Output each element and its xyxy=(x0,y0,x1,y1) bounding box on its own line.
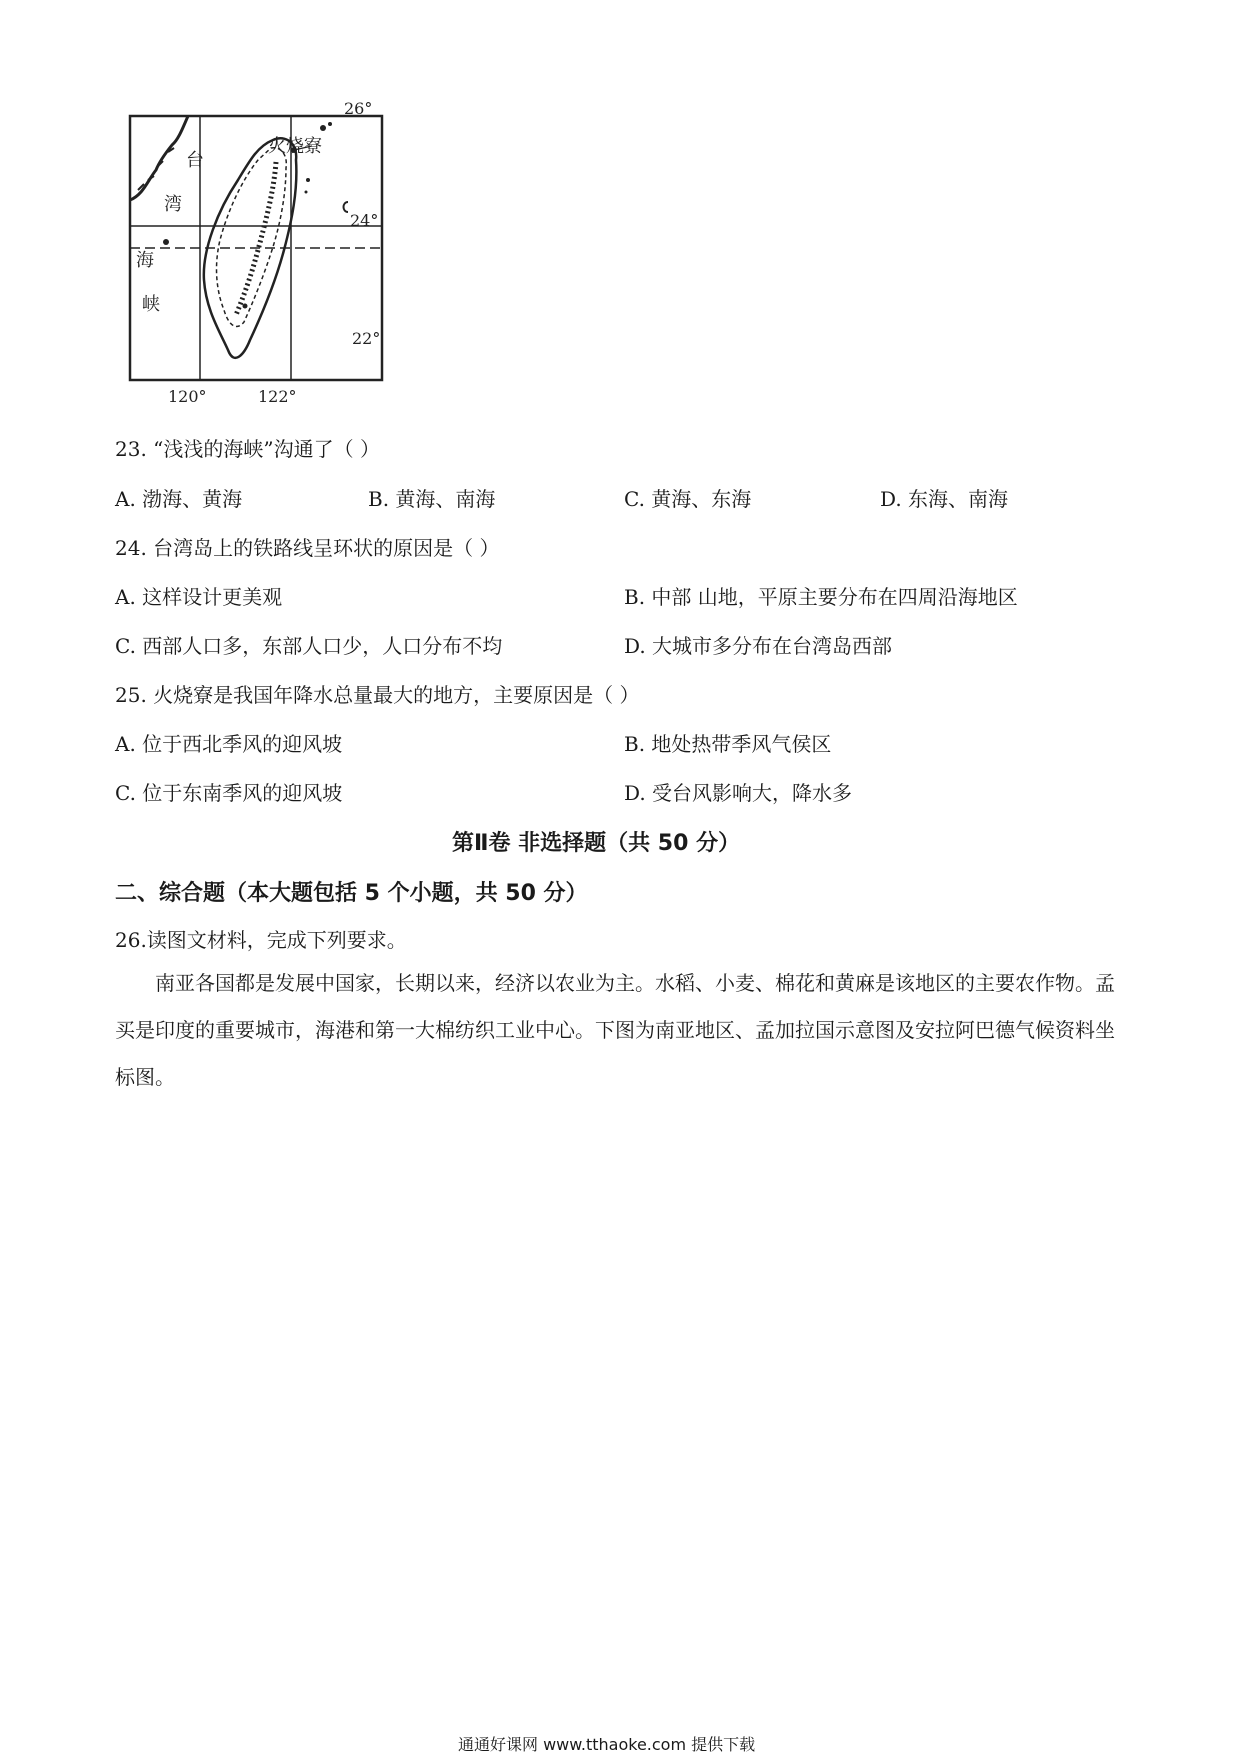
question-23-option-d: D. 东海、南海 xyxy=(880,487,1009,511)
question-25-option-c: C. 位于东南季风的迎风坡 xyxy=(115,781,343,805)
page-footer: 通通好课网 www.tthaoke.com 提供下载 xyxy=(458,1735,756,1754)
lat-24-label: 24° xyxy=(350,211,379,230)
question-26-stem: 26.读图文材料，完成下列要求。 xyxy=(115,928,407,952)
question-24-option-b: B. 中部 山地，平原主要分布在四周沿海地区 xyxy=(624,585,1018,609)
question-25-option-d: D. 受台风影响大，降水多 xyxy=(624,781,853,805)
map-label-xia: 峡 xyxy=(142,294,160,315)
section-2-heading: 二、综合题（本大题包括 5 个小题，共 50 分） xyxy=(115,881,588,906)
lon-120-label: 120° xyxy=(168,387,207,406)
section-2-title: 第Ⅱ卷 非选择题（共 50 分） xyxy=(452,831,741,856)
question-23-option-b: B. 黄海、南海 xyxy=(368,487,496,511)
question-26-paragraph: 南亚各国都是发展中国家，长期以来，经济以农业为主。水稻、小麦、棉花和黄麻是该地区的主要农作物。孟买是印度的重要城市，海港和第一大棉纺织工业中心。下图为南亚地区、孟加拉国示意图及安拉阿巴德气候资料坐标图。 xyxy=(115,971,1115,1089)
question-23-option-c: C. 黄海、东海 xyxy=(624,487,752,511)
question-24-stem: 24. 台湾岛上的铁路线呈环状的原因是（ ） xyxy=(115,536,500,560)
question-25-option-b: B. 地处热带季风气侯区 xyxy=(624,732,832,756)
question-24-option-a: A. 这样设计更美观 xyxy=(115,585,283,609)
lat-22-label: 22° xyxy=(352,329,381,348)
lon-122-label: 122° xyxy=(258,387,297,406)
map-label-wan: 湾 xyxy=(164,194,182,215)
question-23-stem: 23. “浅浅的海峡”沟通了（ ） xyxy=(115,437,380,461)
map-label-place: 火烧寮 xyxy=(268,136,322,157)
question-25-stem: 25. 火烧寮是我国年降水总量最大的地方，主要原因是（ ） xyxy=(115,683,640,707)
map-label-hai: 海 xyxy=(136,250,154,271)
question-25-option-a: A. 位于西北季风的迎风坡 xyxy=(115,732,343,756)
question-23-option-a: A. 渤海、黄海 xyxy=(115,487,243,511)
lat-26-label: 26° xyxy=(344,100,373,118)
taiwan-strait-map xyxy=(108,100,428,420)
map-label-tai: 台 xyxy=(186,150,204,171)
question-24-option-d: D. 大城市多分布在台湾岛西部 xyxy=(624,634,893,658)
question-24-option-c: C. 西部人口多，东部人口少，人口分布不均 xyxy=(115,634,503,658)
